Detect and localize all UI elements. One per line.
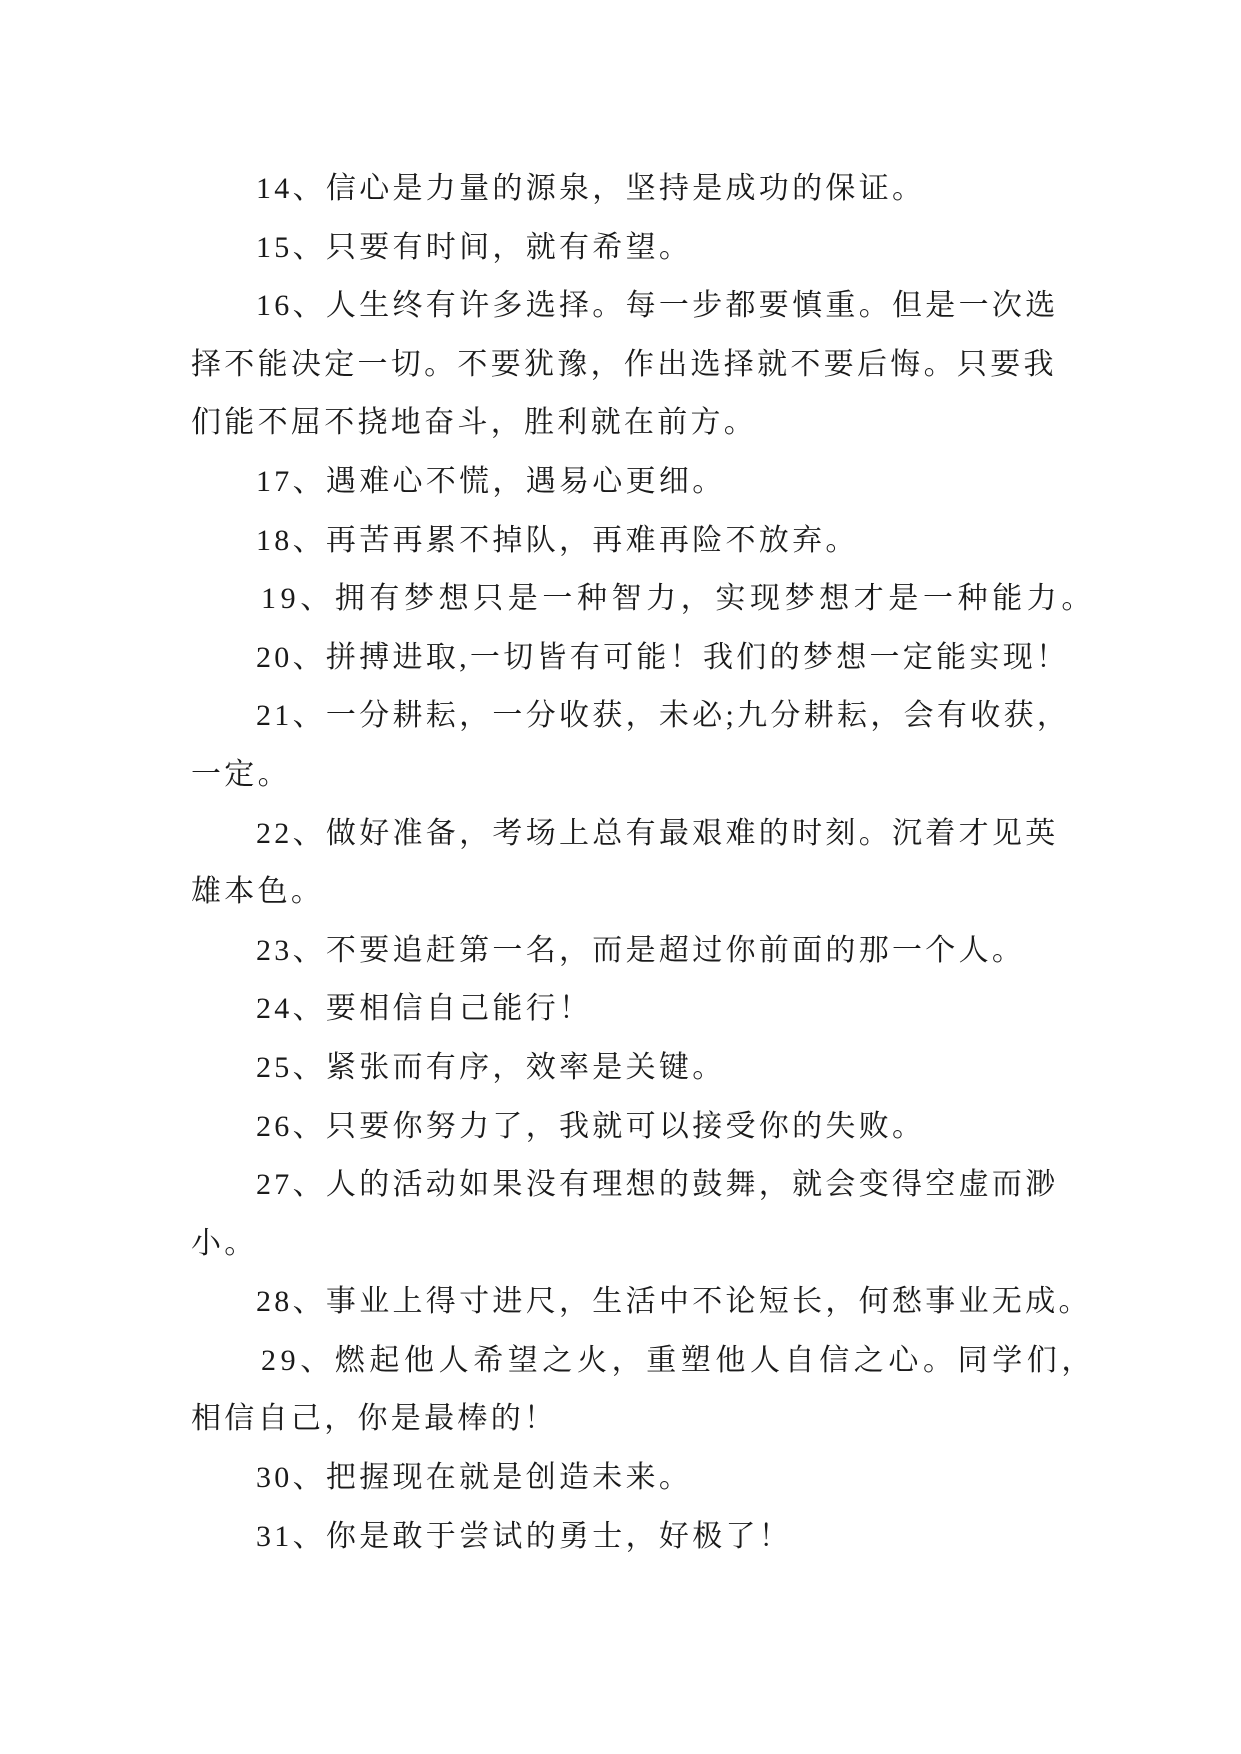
quote-item-25 — [191, 1039, 1241, 1098]
quote-line: 28、事业上得寸进尺，生活中不论短长，何愁事业无成。 — [256, 1285, 1092, 1319]
quote-item-19 — [191, 570, 1241, 629]
quote-item-22 — [191, 805, 1241, 922]
quote-line: 19、拥有梦想只是一种智力，实现梦想才是一种能力。 — [261, 582, 1096, 616]
quote-line: 25、紧张而有序，效率是关键。 — [256, 1050, 726, 1084]
quote-line: 20、拼搏进取,一切皆有可能！我们的梦想一定能实现！ — [256, 640, 1070, 674]
quote-line: 23、不要追赶第一名，而是超过你前面的那一个人。 — [256, 933, 1026, 967]
quote-item-28 — [191, 1273, 1241, 1332]
quote-line: 雄本色。 — [191, 875, 325, 909]
quote-item-26 — [191, 1098, 1241, 1157]
quote-line: 26、只要你努力了，我就可以接受你的失败。 — [256, 1109, 926, 1143]
quote-line: 30、把握现在就是创造未来。 — [256, 1461, 693, 1495]
quote-item-23 — [191, 922, 1241, 981]
quote-line: 择不能决定一切。不要犹豫，作出选择就不要后悔。只要我 — [191, 347, 1057, 381]
quote-line: 22、做好准备，考场上总有最艰难的时刻。沉着才见英 — [256, 816, 1059, 850]
quote-line: 14、信心是力量的源泉，坚持是成功的保证。 — [256, 172, 926, 205]
quote-line: 们能不屈不挠地奋斗，胜利就在前方。 — [191, 406, 758, 440]
quote-line: 24、要相信自己能行！ — [256, 992, 593, 1026]
quote-item-14 — [191, 160, 1241, 219]
quote-item-27 — [191, 1156, 1241, 1273]
quote-line: 21、一分耕耘，一分收获，未必;九分耕耘，会有收获， — [256, 699, 1071, 733]
quote-line: 相信自己，你是最棒的！ — [191, 1402, 558, 1436]
quote-item-18 — [191, 512, 1241, 571]
quote-line: 小。 — [191, 1226, 258, 1260]
quote-item-31 — [191, 1508, 1241, 1567]
quote-line: 29、燃起他人希望之火，重塑他人自信之心。同学们， — [261, 1343, 1096, 1377]
quote-line: 27、人的活动如果没有理想的鼓舞，就会变得空虚而渺 — [256, 1168, 1059, 1202]
quote-line: 16、人生终有许多选择。每一步都要慎重。但是一次选 — [256, 289, 1059, 323]
quote-item-21 — [191, 687, 1241, 804]
quote-line: 31、你是敢于尝试的勇士，好极了！ — [256, 1519, 793, 1553]
quote-item-24 — [191, 980, 1241, 1039]
quote-line: 18、再苦再累不掉队，再难再险不放弃。 — [256, 523, 859, 557]
quote-line: 15、只要有时间，就有希望。 — [256, 230, 693, 264]
quote-line: 一定。 — [191, 757, 291, 791]
quote-item-20 — [191, 629, 1241, 688]
quote-item-29 — [191, 1332, 1241, 1449]
quote-item-17 — [191, 453, 1241, 512]
quote-item-30 — [191, 1449, 1241, 1508]
quote-line: 17、遇难心不慌，遇易心更细。 — [256, 464, 726, 498]
quote-item-15 — [191, 219, 1241, 278]
quote-item-16 — [191, 277, 1241, 453]
